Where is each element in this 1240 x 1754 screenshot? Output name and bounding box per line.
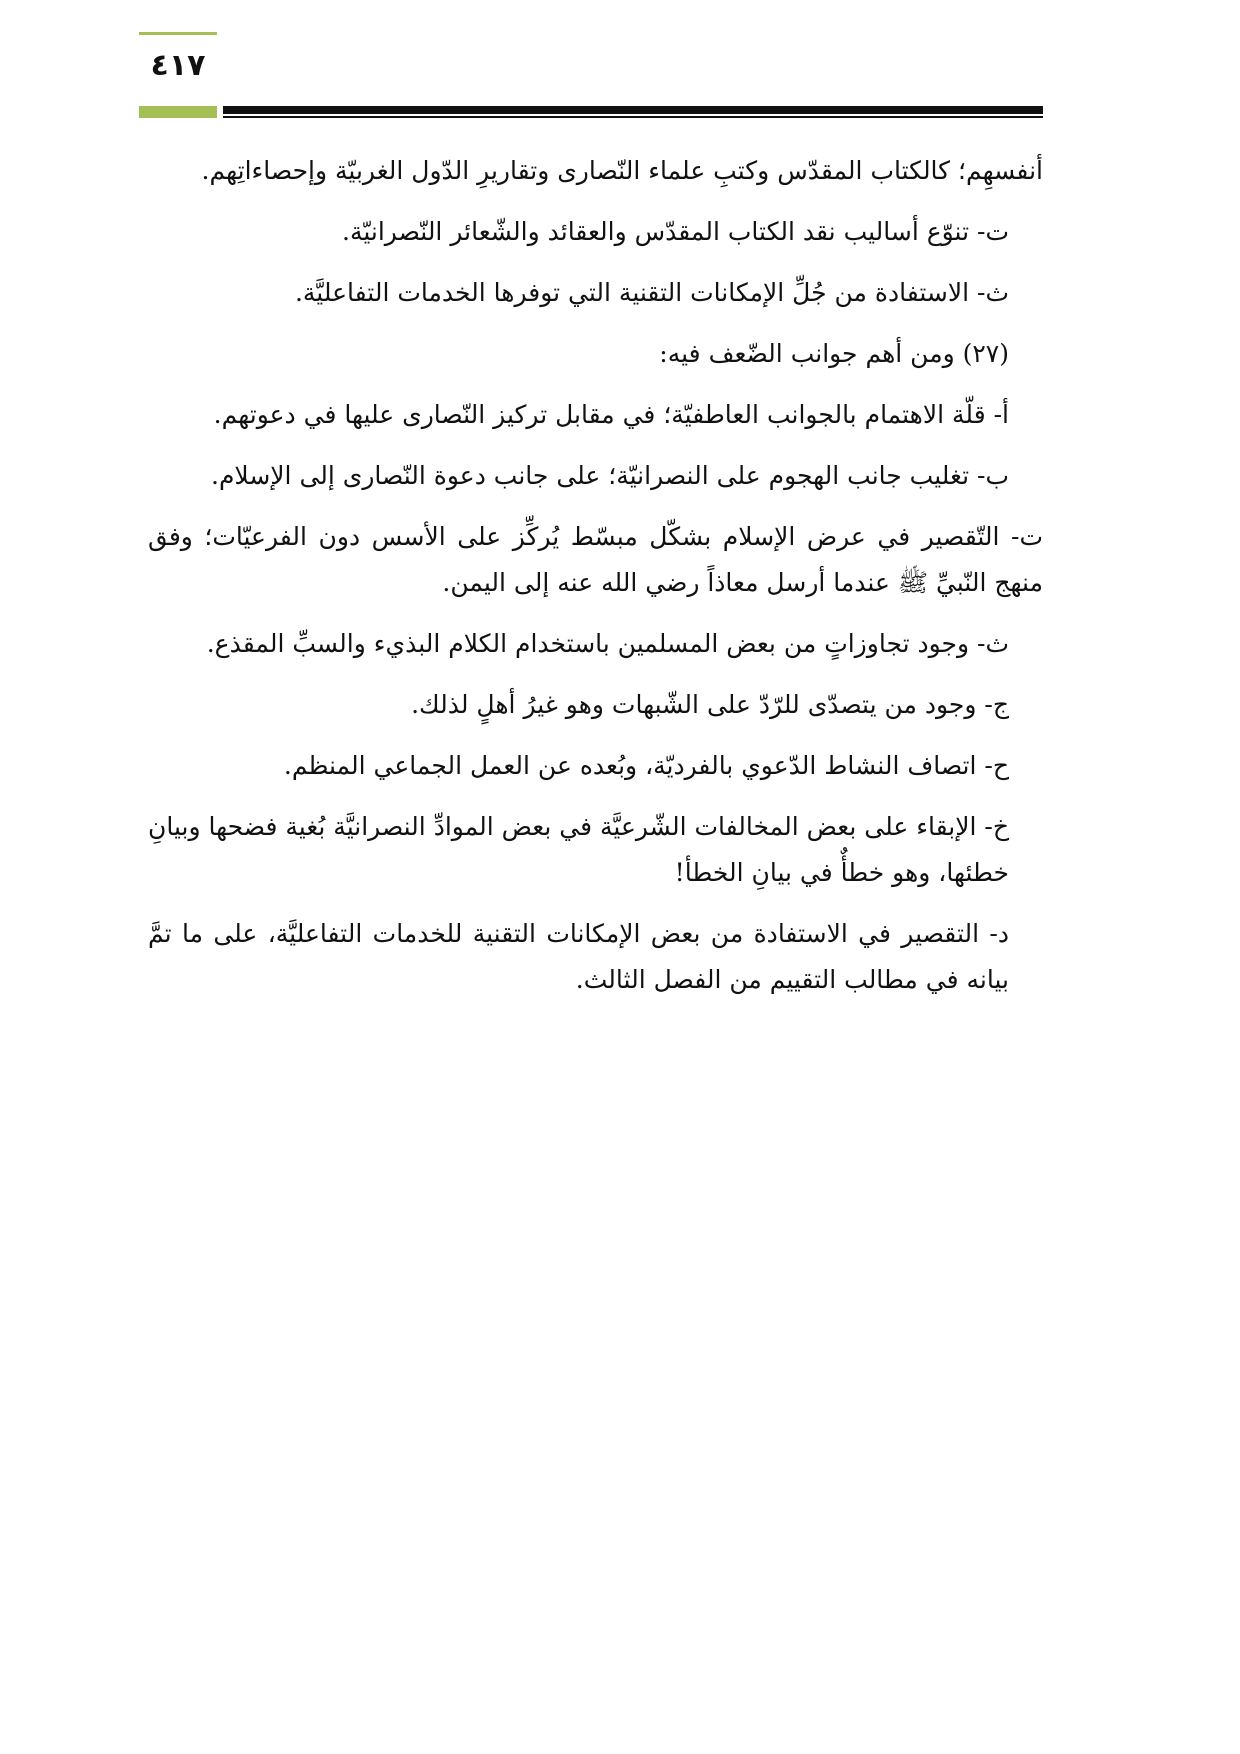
list-item-dal: د- التقصير في الاستفادة من بعض الإمكانات التقنية للخدمات التفاعليَّة، على ما تمَّ بيانه في مطالب التقييم من الفصل الثالث. bbox=[148, 919, 1009, 994]
list-item-ha: ح- اتصاف النشاط الدّعوي بالفرديّة، وبُعده عن العمل الجماعي المنظم. bbox=[283, 751, 1009, 780]
header-accent-line bbox=[139, 32, 217, 35]
list-item-ta: ت- تنوّع أساليب نقد الكتاب المقدّس والعقائد والشّعائر النّصرانيّة. bbox=[342, 217, 1009, 246]
page-header bbox=[0, 0, 1240, 130]
section-heading-weaknesses: (٢٧) ومن أهم جوانب الضّعف فيه: bbox=[659, 339, 1009, 368]
header-rule-thin bbox=[223, 116, 1043, 118]
list-item-kha: خ- الإبقاء على بعض المخالفات الشّرعيَّة في بعض الموادِّ النصرانيَّة بُغية فضحها وبيانِ خطئها، وهو خطأٌ في بيانِ الخطأ! bbox=[148, 812, 1009, 887]
list-item-jim: ج- وجود من يتصدّى للرّدّ على الشّبهات وهو غيرُ أهلٍ لذلك. bbox=[411, 690, 1009, 719]
list-item-tha: ث- الاستفادة من جُلِّ الإمكانات التقنية التي توفرها الخدمات التفاعليَّة. bbox=[294, 278, 1009, 307]
list-item-alif: أ- قلّة الاهتمام بالجوانب العاطفيّة؛ في مقابل تركيز النّصارى عليها في دعوتهم. bbox=[213, 400, 1009, 429]
paragraph-continuation: أنفسهِم؛ كالكتاب المقدّس وكتبِ علماء النّصارى وتقاريرِ الدّول الغربيّة وإحصاءاتِهم. bbox=[201, 156, 1043, 185]
list-item-ta-2: ت- التّقصير في عرض الإسلام بشكّل مبسّط يُركِّز على الأسس دون الفرعيّات؛ وفق منهج النّبيِّ ﷺ عندما أرسل معاذاً رضي الله عنه إلى اليمن. bbox=[148, 522, 1043, 597]
page-number: ٤١٧ bbox=[150, 48, 206, 83]
header-accent-bar bbox=[139, 106, 217, 118]
list-item-tha-2: ث- وجود تجاوزاتٍ من بعض المسلمين باستخدام الكلام البذيء والسبِّ المقذع. bbox=[206, 629, 1009, 658]
header-rule bbox=[223, 106, 1043, 114]
list-item-ba: ب- تغليب جانب الهجوم على النصرانيّة؛ على جانب دعوة النّصارى إلى الإسلام. bbox=[211, 461, 1009, 490]
page-body bbox=[148, 148, 1043, 1018]
